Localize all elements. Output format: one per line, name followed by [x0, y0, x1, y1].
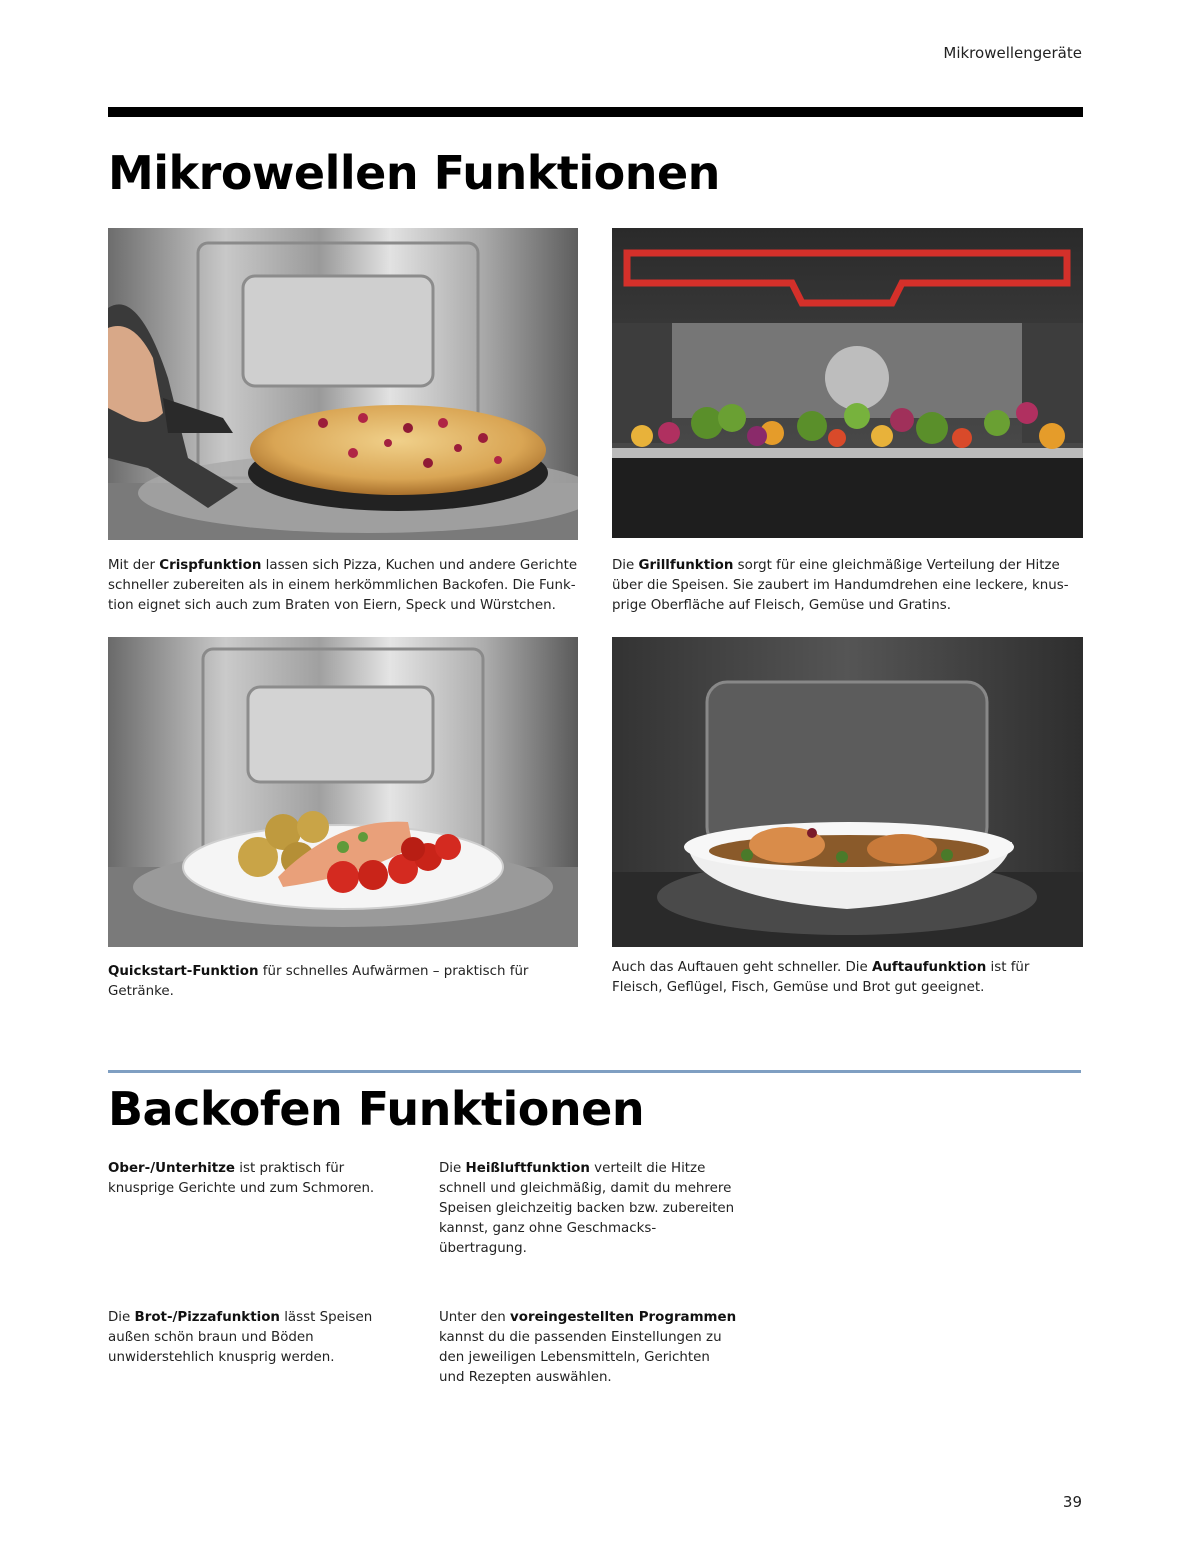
caption-defrost-function: Auch das Auftauen geht schneller. Die Auftaufunktion ist für Fleisch, Geflügel, Fisch, Gemüse und Brot gut geeignet.: [612, 960, 1030, 995]
oven-title: Backofen Funktionen: [108, 1082, 645, 1136]
caption-crisp-function: Mit der Crispfunktion lassen sich Pizza, Kuchen und andere Gerichte schneller zubereiten als in einem herkömmlichen Backofen. Die Funk-tion eignet sich auch zum Braten von Eiern, Speck und Würstchen.: [108, 558, 578, 613]
caption-grill-function: Die Grillfunktion sorgt für eine gleichmäßige Verteilung der Hitze über die Speisen. Sie zaubert im Handumdrehen eine leckere, knus-prige Oberfläche auf Fleisch, Gemüse und Gratins.: [612, 558, 1069, 613]
caption-quickstart-function: Quickstart-Funktion für schnelles Aufwärmen – praktisch für Getränke.: [108, 964, 529, 999]
microwave-title: Mikrowellen Funktionen: [108, 146, 720, 200]
top-divider: [108, 107, 1083, 117]
oven-item-presets: Unter den voreingestellten Programmen kannst du die passenden Einstellungen zu den jeweiligen Lebensmitteln, Gerichten und Rezepten auswählen.: [439, 1310, 737, 1385]
page-number: 39: [1062, 1493, 1082, 1511]
photo-defrost-function: [612, 637, 1083, 947]
section-label: Mikrowellengeräte: [943, 44, 1082, 62]
oven-item-top-bottom-heat: Ober-/Unterhitze ist praktisch für knusprige Gerichte und zum Schmoren.: [108, 1161, 375, 1196]
section-divider: [108, 1070, 1081, 1073]
oven-item-bread-pizza: Die Brot-/Pizzafunktion lässt Speisen außen schön braun und Böden unwiderstehlich knusprig werden.: [108, 1310, 373, 1365]
oven-item-convection: Die Heißluftfunktion verteilt die Hitze schnell und gleichmäßig, damit du mehrere Speisen gleichzeitig backen bzw. zubereiten kannst, ganz ohne Geschmacks-übertragung.: [439, 1161, 735, 1256]
photo-crisp-function: [108, 228, 578, 540]
photo-grill-function: [612, 228, 1083, 538]
photo-quickstart-function: [108, 637, 578, 947]
